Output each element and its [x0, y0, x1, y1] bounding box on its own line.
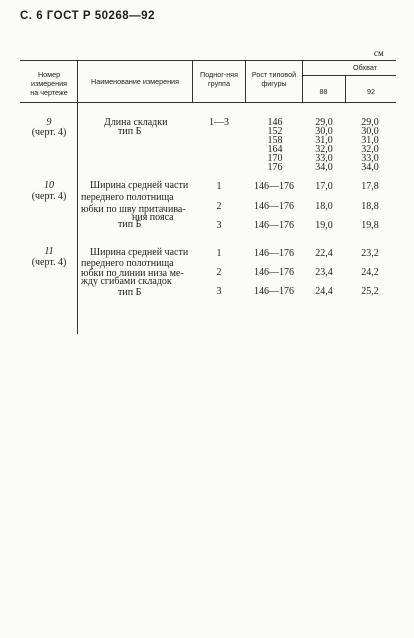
row-11-subgroup-2: 2	[216, 267, 222, 278]
row-9-88-4: 32,0	[315, 144, 333, 155]
row-11-name-line-2: переднего полотнища	[81, 258, 174, 269]
row-11-92-2: 24,2	[361, 267, 379, 278]
row-10-subgroup-1: 1	[216, 181, 222, 192]
row-9-88-2: 30,0	[315, 126, 333, 137]
row-11-height-1: 146—176	[254, 248, 294, 259]
header-height: Рост типовой фигуры	[251, 70, 297, 88]
row-11-height-2: 146—176	[254, 267, 294, 278]
row-11-88-1: 22,4	[315, 248, 333, 259]
row-9-subgroup: 1—3	[209, 117, 229, 128]
row-11-name-line-3: юбки по линии низа ме-	[81, 268, 184, 279]
row-10-name-line-4: ния пояса	[132, 212, 174, 223]
row-10-name-line-1: Ширина средней части	[90, 180, 189, 191]
row-10-subgroup-3: 3	[216, 220, 222, 231]
row-11-name-line-1: Ширина средней части	[90, 247, 189, 258]
row-9-height-2: 152	[267, 126, 283, 137]
row-10-height-2: 146—176	[254, 201, 294, 212]
col-divider-1	[77, 60, 78, 334]
col-divider-3	[245, 60, 246, 102]
col-divider-2	[192, 60, 193, 102]
row-11-92-1: 23,2	[361, 248, 379, 259]
row-9-88-1: 29,0	[315, 117, 333, 128]
header-88: 88	[319, 87, 328, 96]
row-9-name-line-1: Длина складки	[104, 117, 168, 128]
header-name: Наименование измерения	[91, 77, 179, 86]
row-11-92-3: 25,2	[361, 286, 379, 297]
unit-label: см	[374, 48, 384, 58]
row-9-92-3: 31,0	[361, 135, 379, 146]
row-10-name-line-3: юбки по шву притачива-	[81, 204, 186, 215]
row-10-ref: (черт. 4)	[31, 191, 67, 202]
page-header: С. 6 ГОСТ Р 50268—92	[20, 10, 155, 22]
row-10-92-3: 19,8	[361, 220, 379, 231]
row-10-88-2: 18,0	[315, 201, 333, 212]
header-girth: Обхват	[353, 63, 377, 72]
header-92: 92	[367, 87, 375, 96]
row-11-subgroup-1: 1	[216, 248, 222, 259]
row-9-name-line-2: тип Б	[118, 126, 142, 137]
row-9-height-4: 164	[267, 144, 283, 155]
row-9-92-4: 32,0	[361, 144, 379, 155]
row-9-88-3: 31,0	[315, 135, 333, 146]
row-10-subgroup-2: 2	[216, 201, 222, 212]
row-10-88-3: 19,0	[315, 220, 333, 231]
row-10-92-2: 18,8	[361, 201, 379, 212]
row-10-height-3: 146—176	[254, 220, 294, 231]
row-9-92-6: 34,0	[361, 162, 379, 173]
row-10-name-line-2: переднего полотнища	[81, 192, 174, 203]
row-10-name-line-5: тип Б	[118, 219, 142, 230]
row-11-88-2: 23,4	[315, 267, 333, 278]
row-9-92-2: 30,0	[361, 126, 379, 137]
row-9-number: 9	[46, 117, 52, 128]
girth-subheader-rule	[302, 75, 396, 76]
row-9-ref: (черт. 4)	[31, 127, 67, 138]
row-9-88-5: 33,0	[315, 153, 333, 164]
row-9-height-6: 176	[267, 162, 283, 173]
row-11-ref: (черт. 4)	[31, 257, 67, 268]
row-9-92-5: 33,0	[361, 153, 379, 164]
row-10-92-1: 17,8	[361, 181, 379, 192]
row-9-92-1: 29,0	[361, 117, 379, 128]
row-11-name-line-5: тип Б	[118, 287, 142, 298]
row-11-subgroup-3: 3	[216, 286, 222, 297]
row-9-height-3: 158	[267, 135, 283, 146]
row-11-height-3: 146—176	[254, 286, 294, 297]
row-11-88-3: 24,4	[315, 286, 333, 297]
header-subgroup: Подног-няя группа	[200, 70, 238, 88]
row-9-height-5: 170	[267, 153, 283, 164]
row-9-88-6: 34,0	[315, 162, 333, 173]
header-number: Номер измерения на чертеже	[30, 70, 68, 97]
row-11-name-line-4: жду сгибами складок	[81, 276, 172, 287]
row-11-number: 11	[44, 246, 54, 257]
row-10-number: 10	[44, 180, 54, 191]
row-10-88-1: 17,0	[315, 181, 333, 192]
row-10-height-1: 146—176	[254, 181, 294, 192]
row-9-height-1: 146	[267, 117, 283, 128]
